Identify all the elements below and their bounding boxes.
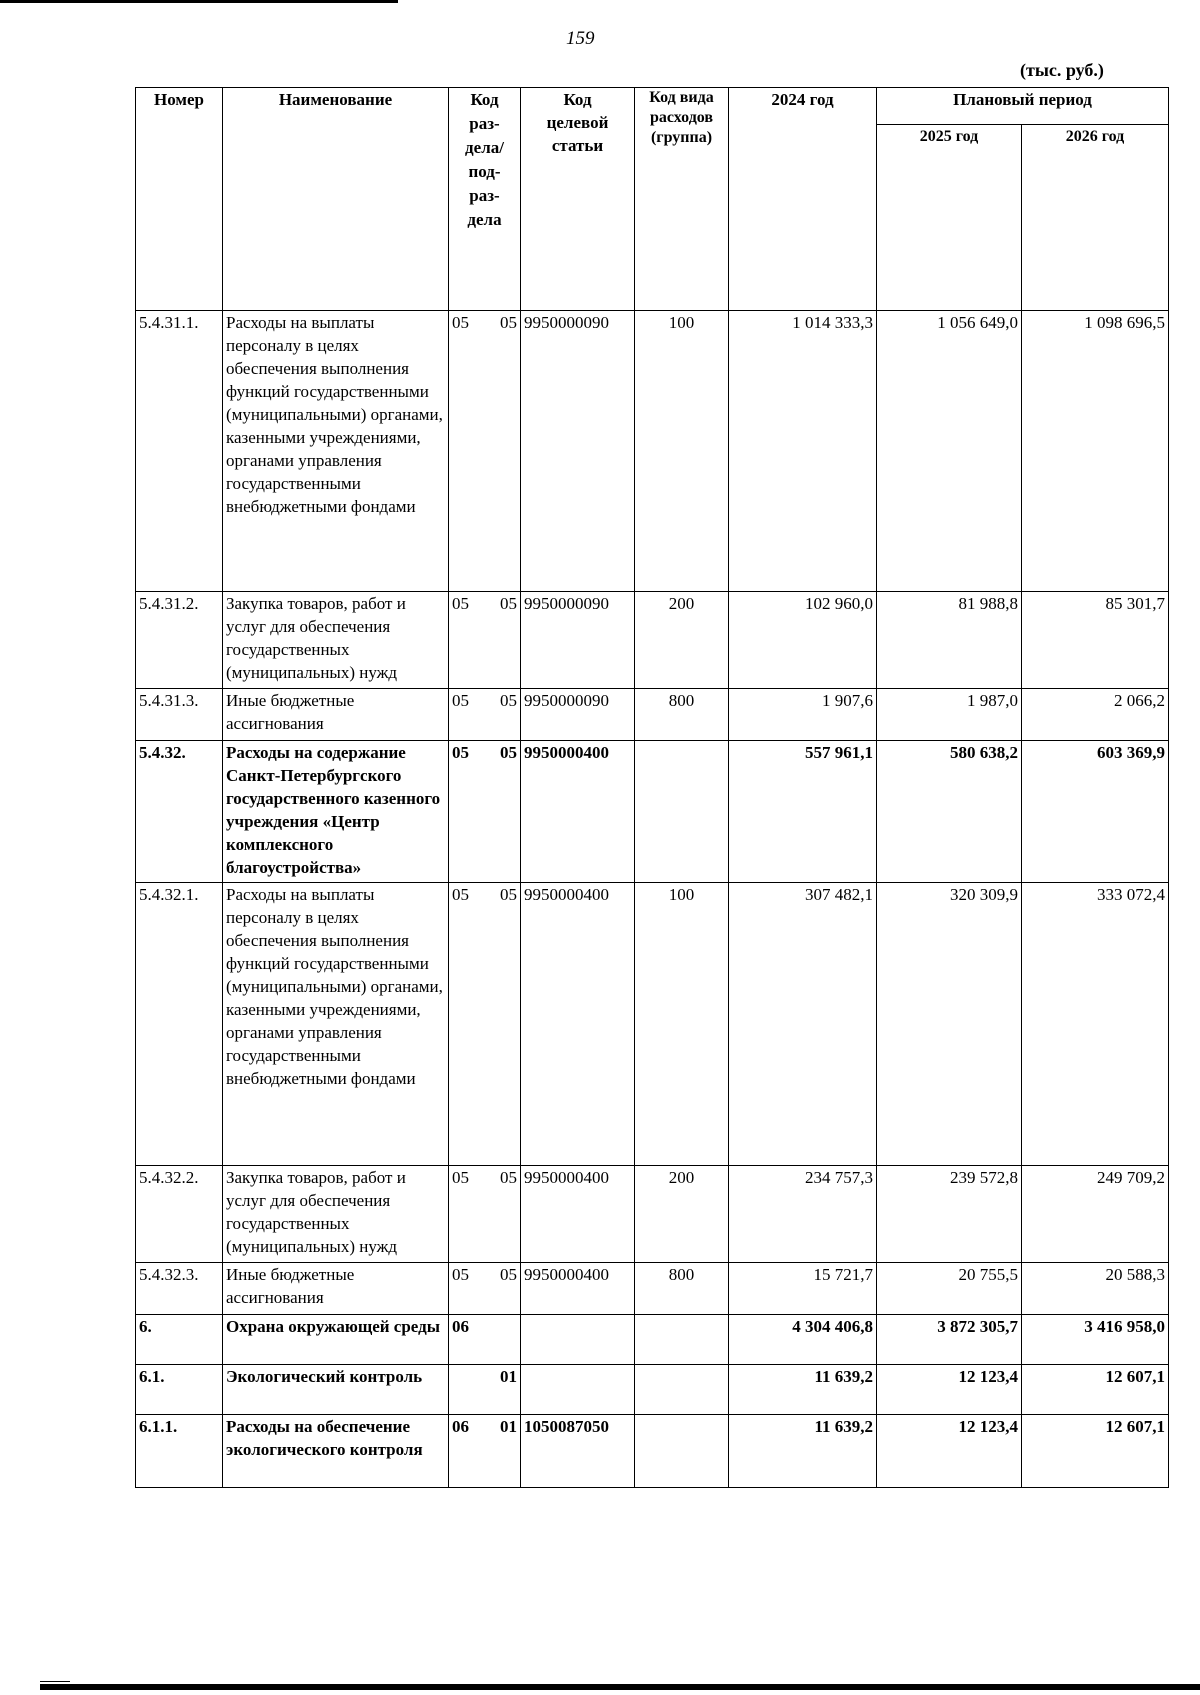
row-target: 9950000090: [521, 592, 635, 689]
table-row: [136, 1166, 1169, 1263]
row-expense-type: 100: [635, 311, 729, 592]
row-2025: 239 572,8: [877, 1166, 1022, 1263]
row-2026: 3 416 958,0: [1022, 1315, 1169, 1365]
row-target: 1050087050: [521, 1415, 635, 1488]
row-name: Закупка товаров, работ и услуг для обеспечения государственных (муниципальных) нужд: [223, 592, 449, 689]
header-2025: 2025 год: [877, 125, 1022, 311]
row-name: Расходы на обеспечение экологического контроля: [223, 1415, 449, 1488]
row-section: 05 05: [449, 741, 521, 883]
row-number: 5.4.32.1.: [136, 883, 223, 1166]
row-2026: 249 709,2: [1022, 1166, 1169, 1263]
page-number: 159: [566, 28, 595, 49]
row-target: [521, 1315, 635, 1365]
row-number: 6.: [136, 1315, 223, 1365]
table-row: [136, 1365, 1169, 1415]
row-2024: 307 482,1: [729, 883, 877, 1166]
row-2024: 234 757,3: [729, 1166, 877, 1263]
row-number: 5.4.32.3.: [136, 1263, 223, 1315]
row-expense-type: 200: [635, 1166, 729, 1263]
bottom-rule-short: [40, 1681, 70, 1682]
row-2026: 2 066,2: [1022, 689, 1169, 741]
row-target: 9950000400: [521, 1263, 635, 1315]
row-expense-type: 800: [635, 689, 729, 741]
row-2025: 81 988,8: [877, 592, 1022, 689]
table-row: [136, 1263, 1169, 1315]
row-expense-type: 200: [635, 592, 729, 689]
header-2024: 2024 год: [729, 88, 877, 311]
row-section: 05 05: [449, 311, 521, 592]
units-label: (тыс. руб.): [1020, 60, 1104, 80]
row-2025: 320 309,9: [877, 883, 1022, 1166]
row-expense-type: 800: [635, 1263, 729, 1315]
header-plan-period: Плановый период: [877, 88, 1169, 125]
table-row: [136, 1315, 1169, 1365]
row-number: 6.1.: [136, 1365, 223, 1415]
row-2024: 1 014 333,3: [729, 311, 877, 592]
row-target: [521, 1365, 635, 1415]
table-row: [136, 1415, 1169, 1488]
row-name: Закупка товаров, работ и услуг для обеспечения государственных (муниципальных) нужд: [223, 1166, 449, 1263]
row-2026: 1 098 696,5: [1022, 311, 1169, 592]
table-row: [136, 883, 1169, 1166]
bottom-rule: [40, 1684, 1200, 1690]
header-2026: 2026 год: [1022, 125, 1169, 311]
row-name: Иные бюджетные ассигнования: [223, 689, 449, 741]
header-expense-type: Код вида расходов (группа): [635, 88, 729, 311]
row-number: 5.4.32.: [136, 741, 223, 883]
row-number: 6.1.1.: [136, 1415, 223, 1488]
budget-table: [135, 87, 1169, 1488]
row-target: 9950000090: [521, 311, 635, 592]
row-number: 5.4.31.2.: [136, 592, 223, 689]
row-expense-type: [635, 1365, 729, 1415]
top-rule: [0, 0, 398, 3]
header-name: Наименование: [223, 88, 449, 311]
row-2026: 20 588,3: [1022, 1263, 1169, 1315]
row-2025: 580 638,2: [877, 741, 1022, 883]
row-2025: 3 872 305,7: [877, 1315, 1022, 1365]
row-section: 06 01: [449, 1415, 521, 1488]
row-target: 9950000090: [521, 689, 635, 741]
row-number: 5.4.31.3.: [136, 689, 223, 741]
row-section: 05 05: [449, 1263, 521, 1315]
table-row: [136, 741, 1169, 883]
row-name: Расходы на выплаты персоналу в целях обеспечения выполнения функций государственными (муниципальными) органами, казенными учреждениями, органами управления государственными внебюджетными фондами: [223, 311, 449, 592]
row-section: 05 05: [449, 689, 521, 741]
row-2024: 1 907,6: [729, 689, 877, 741]
row-section: 05 05: [449, 883, 521, 1166]
row-2026: 603 369,9: [1022, 741, 1169, 883]
row-2024: 11 639,2: [729, 1415, 877, 1488]
row-2024: 11 639,2: [729, 1365, 877, 1415]
row-target: 9950000400: [521, 1166, 635, 1263]
header-section: Код раз- дела/ под- раз- дела: [449, 88, 521, 311]
row-target: 9950000400: [521, 741, 635, 883]
row-expense-type: [635, 1415, 729, 1488]
table-row: [136, 592, 1169, 689]
table-row: [136, 311, 1169, 592]
row-2026: 333 072,4: [1022, 883, 1169, 1166]
row-2026: 12 607,1: [1022, 1415, 1169, 1488]
row-2026: 85 301,7: [1022, 592, 1169, 689]
row-expense-type: 100: [635, 883, 729, 1166]
row-2025: 12 123,4: [877, 1365, 1022, 1415]
row-section: 05 05: [449, 1166, 521, 1263]
row-section: 01: [449, 1365, 521, 1415]
row-2024: 557 961,1: [729, 741, 877, 883]
row-name: Иные бюджетные ассигнования: [223, 1263, 449, 1315]
row-name: Охрана окружающей среды: [223, 1315, 449, 1365]
row-expense-type: [635, 1315, 729, 1365]
header-target: Код целевой статьи: [521, 88, 635, 311]
row-2024: 102 960,0: [729, 592, 877, 689]
row-2024: 15 721,7: [729, 1263, 877, 1315]
row-2025: 1 056 649,0: [877, 311, 1022, 592]
row-2025: 1 987,0: [877, 689, 1022, 741]
row-2026: 12 607,1: [1022, 1365, 1169, 1415]
row-name: Расходы на содержание Санкт-Петербургского государственного казенного учреждения «Центр комплексного благоустройства»: [223, 741, 449, 883]
row-target: 9950000400: [521, 883, 635, 1166]
row-expense-type: [635, 741, 729, 883]
row-section: 06: [449, 1315, 521, 1365]
row-number: 5.4.31.1.: [136, 311, 223, 592]
table-row: [136, 689, 1169, 741]
row-name: Расходы на выплаты персоналу в целях обеспечения выполнения функций государственными (муниципальными) органами, казенными учреждениями, органами управления государственными внебюджетными фондами: [223, 883, 449, 1166]
row-2024: 4 304 406,8: [729, 1315, 877, 1365]
row-2025: 12 123,4: [877, 1415, 1022, 1488]
row-name: Экологический контроль: [223, 1365, 449, 1415]
row-number: 5.4.32.2.: [136, 1166, 223, 1263]
row-2025: 20 755,5: [877, 1263, 1022, 1315]
row-section: 05 05: [449, 592, 521, 689]
header-number: Номер: [136, 88, 223, 311]
